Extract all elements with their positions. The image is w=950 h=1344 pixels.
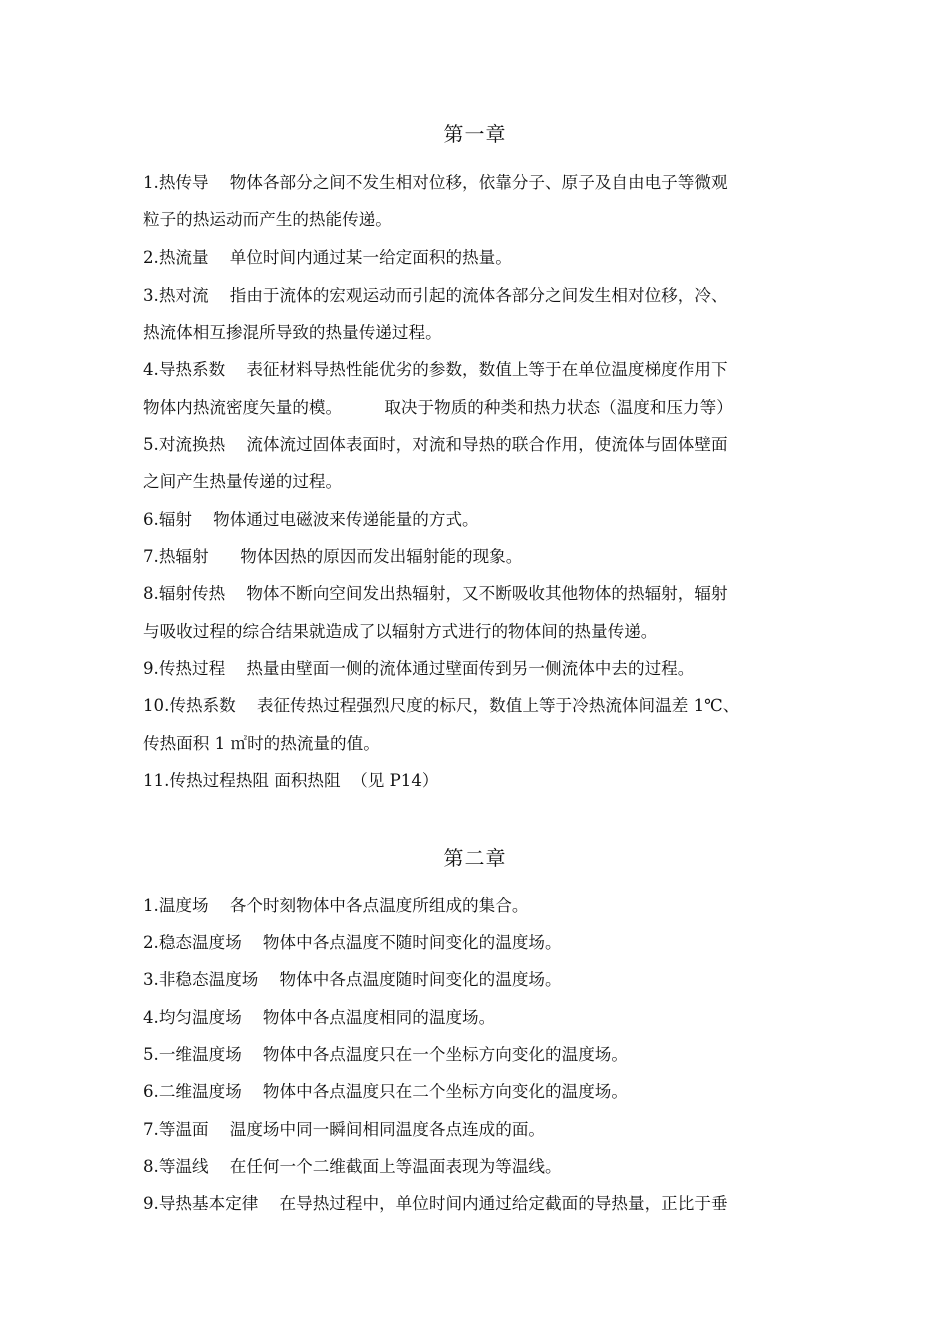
item-number: 4.	[143, 1008, 159, 1027]
term: 等温线	[158, 1157, 209, 1176]
definition-line	[143, 284, 813, 308]
item-number: 7.	[143, 547, 159, 566]
item-number: 5.	[143, 435, 159, 454]
item-number: 8.	[143, 1157, 159, 1176]
definition-line	[143, 931, 813, 955]
definition-line	[143, 1080, 813, 1104]
definition-text: 物体中各点温度不随时间变化的温度场。	[241, 933, 562, 952]
chapter-1-title: 第一章	[443, 122, 507, 146]
term: 辐射	[158, 510, 193, 529]
item-number: 1.	[143, 896, 159, 915]
definition-text: 物体中各点温度只在二个坐标方向变化的温度场。	[241, 1082, 628, 1101]
item-number: 10.	[143, 696, 170, 715]
definition-line	[143, 769, 813, 793]
definition-text: 热流体相互掺混所导致的热量传递过程。	[143, 323, 442, 342]
definition-line	[143, 894, 813, 918]
term: 热辐射	[158, 547, 209, 566]
item-number: 7.	[143, 1120, 159, 1139]
definition-line	[143, 968, 813, 992]
definition-text: 温度场中同一瞬间相同温度各点连成的面。	[208, 1120, 546, 1139]
term: 传热系数	[169, 696, 236, 715]
definition-line	[143, 582, 813, 606]
item-number: 6.	[143, 510, 159, 529]
item-number: 2.	[143, 248, 159, 267]
definition-text: 流体流过固体表面时，对流和导热的联合作用，使流体与固体壁面	[225, 435, 728, 454]
definition-text: 表征传热过程强烈尺度的标尺，数值上等于冷热流体间温差 1℃、	[235, 696, 740, 715]
term: 对流换热	[158, 435, 226, 454]
definition-text: 单位时间内通过某一给定面积的热量。	[208, 248, 512, 267]
chapter-2-title: 第二章	[443, 846, 507, 870]
item-number: 11.	[143, 771, 170, 790]
definition-text: 在任何一个二维截面上等温面表现为等温线。	[208, 1157, 562, 1176]
definition-line	[143, 321, 813, 345]
definition-line	[143, 358, 813, 382]
definition-line	[143, 508, 813, 532]
definition-line	[143, 246, 813, 270]
definition-text: 物体不断向空间发出热辐射，又不断吸收其他物体的热辐射，辐射	[225, 584, 728, 603]
definition-text: 与吸收过程的综合结果就造成了以辐射方式进行的物体间的热量传递。	[143, 622, 658, 641]
item-number: 4.	[143, 360, 159, 379]
definition-text: 各个时刻物体中各点温度所组成的集合。	[208, 896, 529, 915]
item-number: 6.	[143, 1082, 159, 1101]
definition-line	[143, 732, 813, 756]
definition-line	[143, 545, 813, 569]
term: 传热过程热阻	[169, 771, 269, 790]
term: 非稳态温度场	[158, 970, 259, 989]
definition-text: 热量由壁面一侧的流体通过壁面传到另一侧流体中去的过程。	[225, 659, 695, 678]
definition-text: 表征材料导热性能优劣的参数，数值上等于在单位温度梯度作用下	[225, 360, 728, 379]
item-number: 9.	[143, 1194, 159, 1213]
definition-text: 物体中各点温度随时间变化的温度场。	[258, 970, 562, 989]
term: 热对流	[158, 286, 209, 305]
term: 热流量	[158, 248, 209, 267]
definition-text: 物体中各点温度相同的温度场。	[241, 1008, 496, 1027]
item-number: 1.	[143, 173, 159, 192]
definition-text: 粒子的热运动而产生的热能传递。	[143, 210, 392, 229]
definition-text: 之间产生热量传递的过程。	[143, 472, 343, 491]
term: 辐射传热	[158, 584, 226, 603]
definition-line	[143, 470, 813, 494]
definition-text: 物体通过电磁波来传递能量的方式。	[192, 510, 479, 529]
definition-text: 物体中各点温度只在一个坐标方向变化的温度场。	[241, 1045, 628, 1064]
definition-line	[143, 1043, 813, 1067]
term: 稳态温度场	[158, 933, 242, 952]
term: 导热基本定律	[158, 1194, 259, 1213]
term: 均匀温度场	[158, 1008, 242, 1027]
item-number: 2.	[143, 933, 159, 952]
definition-line	[143, 1155, 813, 1179]
definition-line	[143, 657, 813, 681]
term: 导热系数	[158, 360, 226, 379]
item-number: 8.	[143, 584, 159, 603]
term: 温度场	[158, 896, 209, 915]
definition-text: 物体各部分之间不发生相对位移，依靠分子、原子及自由电子等微观	[208, 173, 728, 192]
definition-line	[143, 620, 813, 644]
definition-line	[143, 208, 813, 232]
definition-line	[143, 1006, 813, 1030]
definition-line	[143, 433, 813, 457]
term: 一维温度场	[158, 1045, 242, 1064]
definition-text: 面积热阻 （见 P14）	[268, 771, 439, 790]
definition-line	[143, 396, 813, 420]
definition-text: 传热面积 1 ㎡时的热流量的值。	[143, 734, 380, 753]
term: 热传导	[158, 173, 209, 192]
term: 等温面	[158, 1120, 209, 1139]
term: 二维温度场	[158, 1082, 242, 1101]
definition-line	[143, 1118, 813, 1142]
item-number: 3.	[143, 286, 159, 305]
item-number: 3.	[143, 970, 159, 989]
definition-line	[143, 1192, 813, 1216]
definition-line	[143, 171, 813, 195]
definition-text: 物体内热流密度矢量的模。 取决于物质的种类和热力状态（温度和压力等）	[143, 398, 733, 417]
item-number: 5.	[143, 1045, 159, 1064]
definition-text: 在导热过程中，单位时间内通过给定截面的导热量，正比于垂	[258, 1194, 728, 1213]
term: 传热过程	[158, 659, 226, 678]
definition-line	[143, 694, 813, 718]
definition-text: 指由于流体的宏观运动而引起的流体各部分之间发生相对位移，冷、	[208, 286, 728, 305]
item-number: 9.	[143, 659, 159, 678]
definition-text: 物体因热的原因而发出辐射能的现象。	[208, 547, 523, 566]
